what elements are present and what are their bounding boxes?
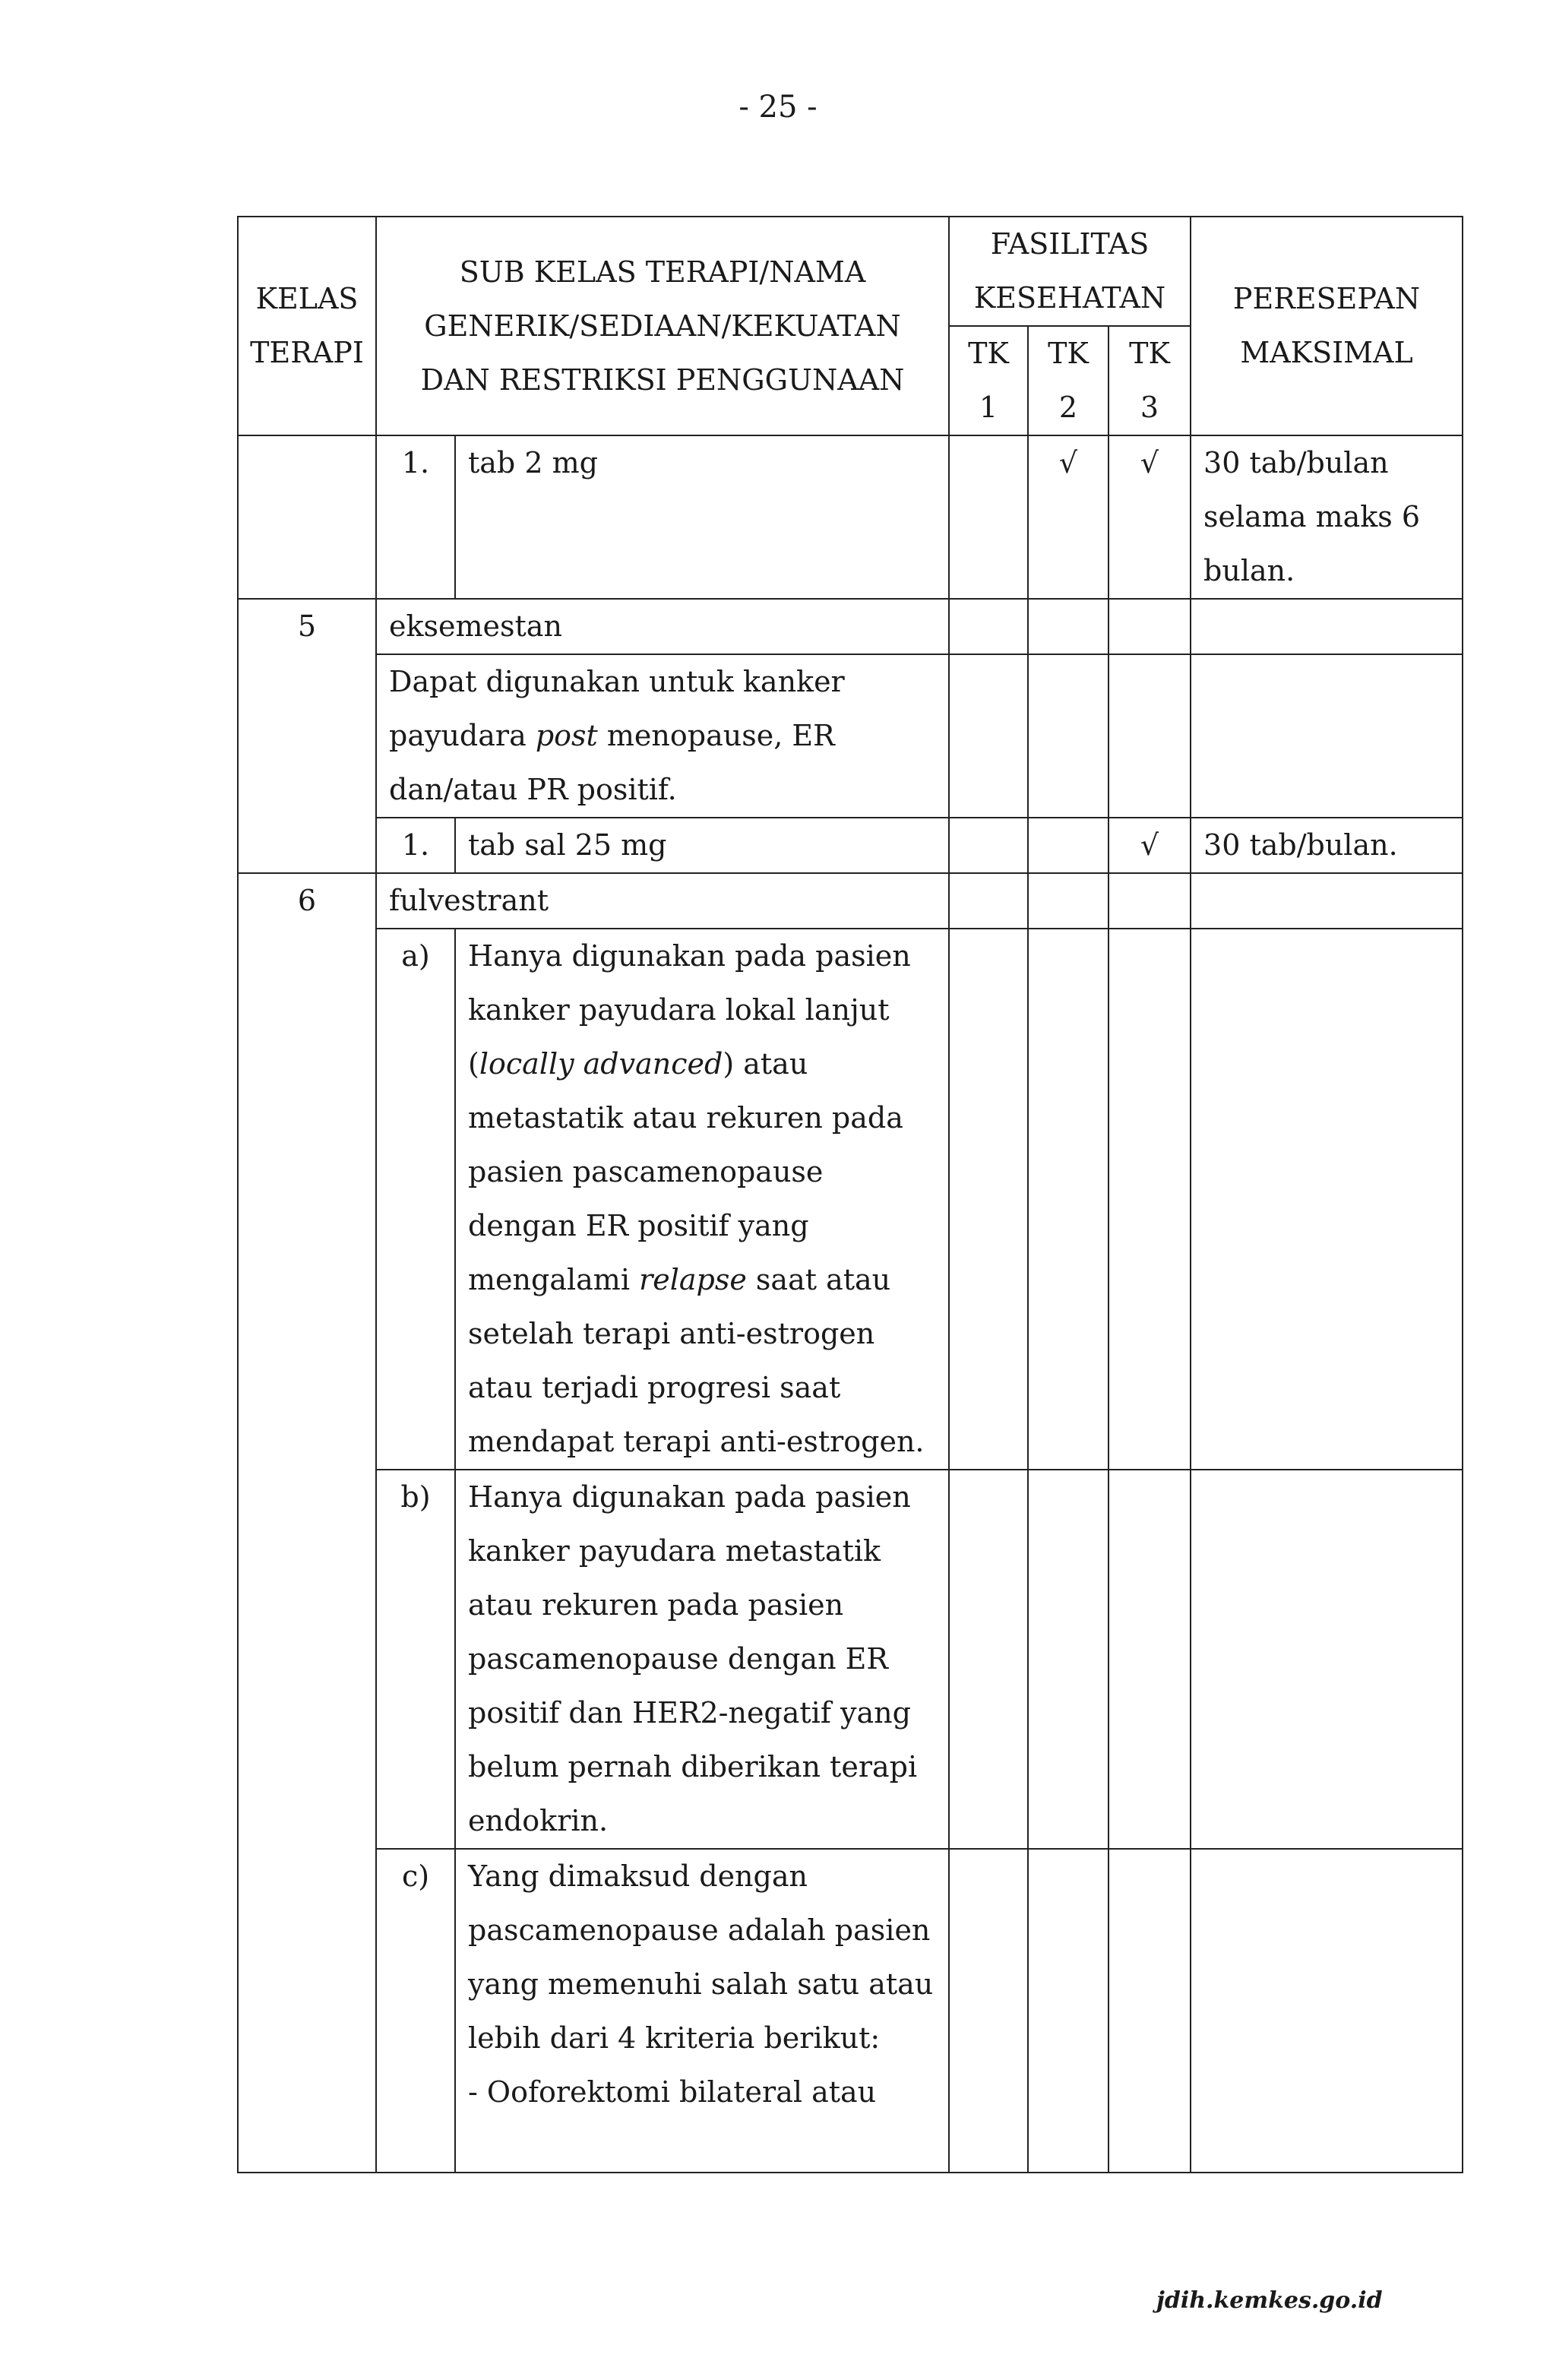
table-row: [238, 654, 1463, 818]
max-prescription: 30 tab/bulan selama maks 6 bulan.: [1191, 435, 1463, 599]
header-tk2: TK 2: [1028, 326, 1108, 435]
tk1-cell: [949, 1470, 1028, 1849]
tk2-cell: [1028, 818, 1108, 873]
restriction-text: Hanya digunakan pada pasien kanker payudara lokal lanjut (locally advanced) atau metastatik atau rekuren pada pasien pascamenopause dengan ER positif yang mengalami relapse saat atau setelah terapi anti-estrogen atau terjadi progresi saat mendapat terapi anti-estrogen.: [455, 929, 949, 1470]
tk3-cell: [1108, 654, 1191, 818]
header-peresepan-maksimal: PERESEPAN MAKSIMAL: [1191, 217, 1463, 435]
formulary-table: [237, 216, 1463, 2173]
tk3-check: √: [1108, 818, 1191, 873]
max-prescription: 30 tab/bulan.: [1191, 818, 1463, 873]
item-number: b): [376, 1470, 455, 1849]
kelas-number: 5: [238, 599, 376, 873]
table-row: [238, 599, 1463, 654]
page-number: - 25 -: [738, 90, 818, 125]
max-prescription: [1191, 873, 1463, 929]
tk1-cell: [949, 929, 1028, 1470]
item-name: tab sal 25 mg: [455, 818, 949, 873]
tk2-cell: [1028, 873, 1108, 929]
tk3-cell: [1108, 1470, 1191, 1849]
restriction-text: Hanya digunakan pada pasien kanker payudara metastatik atau rekuren pada pasien pascamenopause dengan ER positif dan HER2-negatif yang belum pernah diberikan terapi endokrin.: [455, 1470, 949, 1849]
tk1-cell: [949, 1849, 1028, 2173]
max-prescription: [1191, 1849, 1463, 2173]
table-row: [238, 1849, 1463, 2173]
tk3-cell: [1108, 929, 1191, 1470]
max-prescription: [1191, 1470, 1463, 1849]
tk2-cell: [1028, 1849, 1108, 2173]
tk2-cell: [1028, 599, 1108, 654]
item-number: 1.: [376, 435, 455, 599]
tk3-cell: [1108, 1849, 1191, 2173]
item-number: a): [376, 929, 455, 1470]
table-row: [238, 1470, 1463, 1849]
kelas-number: 6: [238, 873, 376, 2173]
table-row: [238, 929, 1463, 1470]
item-name: tab 2 mg: [455, 435, 949, 599]
tk3-check: √: [1108, 435, 1191, 599]
tk2-check: √: [1028, 435, 1108, 599]
header-kelas-terapi: KELAS TERAPI: [238, 217, 376, 435]
table-row: [238, 818, 1463, 873]
tk2-cell: [1028, 929, 1108, 1470]
footer-source-link[interactable]: jdih.kemkes.go.id: [1156, 2287, 1383, 2314]
header-tk1: TK 1: [949, 326, 1028, 435]
tk1-cell: [949, 654, 1028, 818]
kelas-cell-empty: [238, 435, 376, 599]
tk2-cell: [1028, 1470, 1108, 1849]
item-number: c): [376, 1849, 455, 2173]
max-prescription: [1191, 929, 1463, 1470]
tk1-cell: [949, 818, 1028, 873]
max-prescription: [1191, 654, 1463, 818]
header-sub-kelas: SUB KELAS TERAPI/NAMA GENERIK/SEDIAAN/KEKUATAN DAN RESTRIKSI PENGGUNAAN: [376, 217, 949, 435]
criteria-bullet: - Ooforektomi bilateral atau: [468, 2075, 877, 2109]
max-prescription: [1191, 599, 1463, 654]
tk1-cell: [949, 873, 1028, 929]
drug-name: eksemestan: [376, 599, 949, 654]
tk3-cell: [1108, 599, 1191, 654]
table-row: [238, 873, 1463, 929]
table-row: [238, 435, 1463, 599]
tk1-cell: [949, 599, 1028, 654]
tk2-cell: [1028, 654, 1108, 818]
restriction-text: Yang dimaksud dengan pascamenopause adalah pasien yang memenuhi salah satu atau lebih dari 4 kriteria berikut: - Ooforektomi bilateral atau: [455, 1849, 949, 2173]
drug-name: fulvestrant: [376, 873, 949, 929]
tk1-cell: [949, 435, 1028, 599]
header-fasilitas-kesehatan: FASILITAS KESEHATAN: [949, 217, 1191, 326]
header-tk3: TK 3: [1108, 326, 1191, 435]
tk3-cell: [1108, 873, 1191, 929]
item-number: 1.: [376, 818, 455, 873]
restriction-text: Dapat digunakan untuk kanker payudara post menopause, ER dan/atau PR positif.: [376, 654, 949, 818]
